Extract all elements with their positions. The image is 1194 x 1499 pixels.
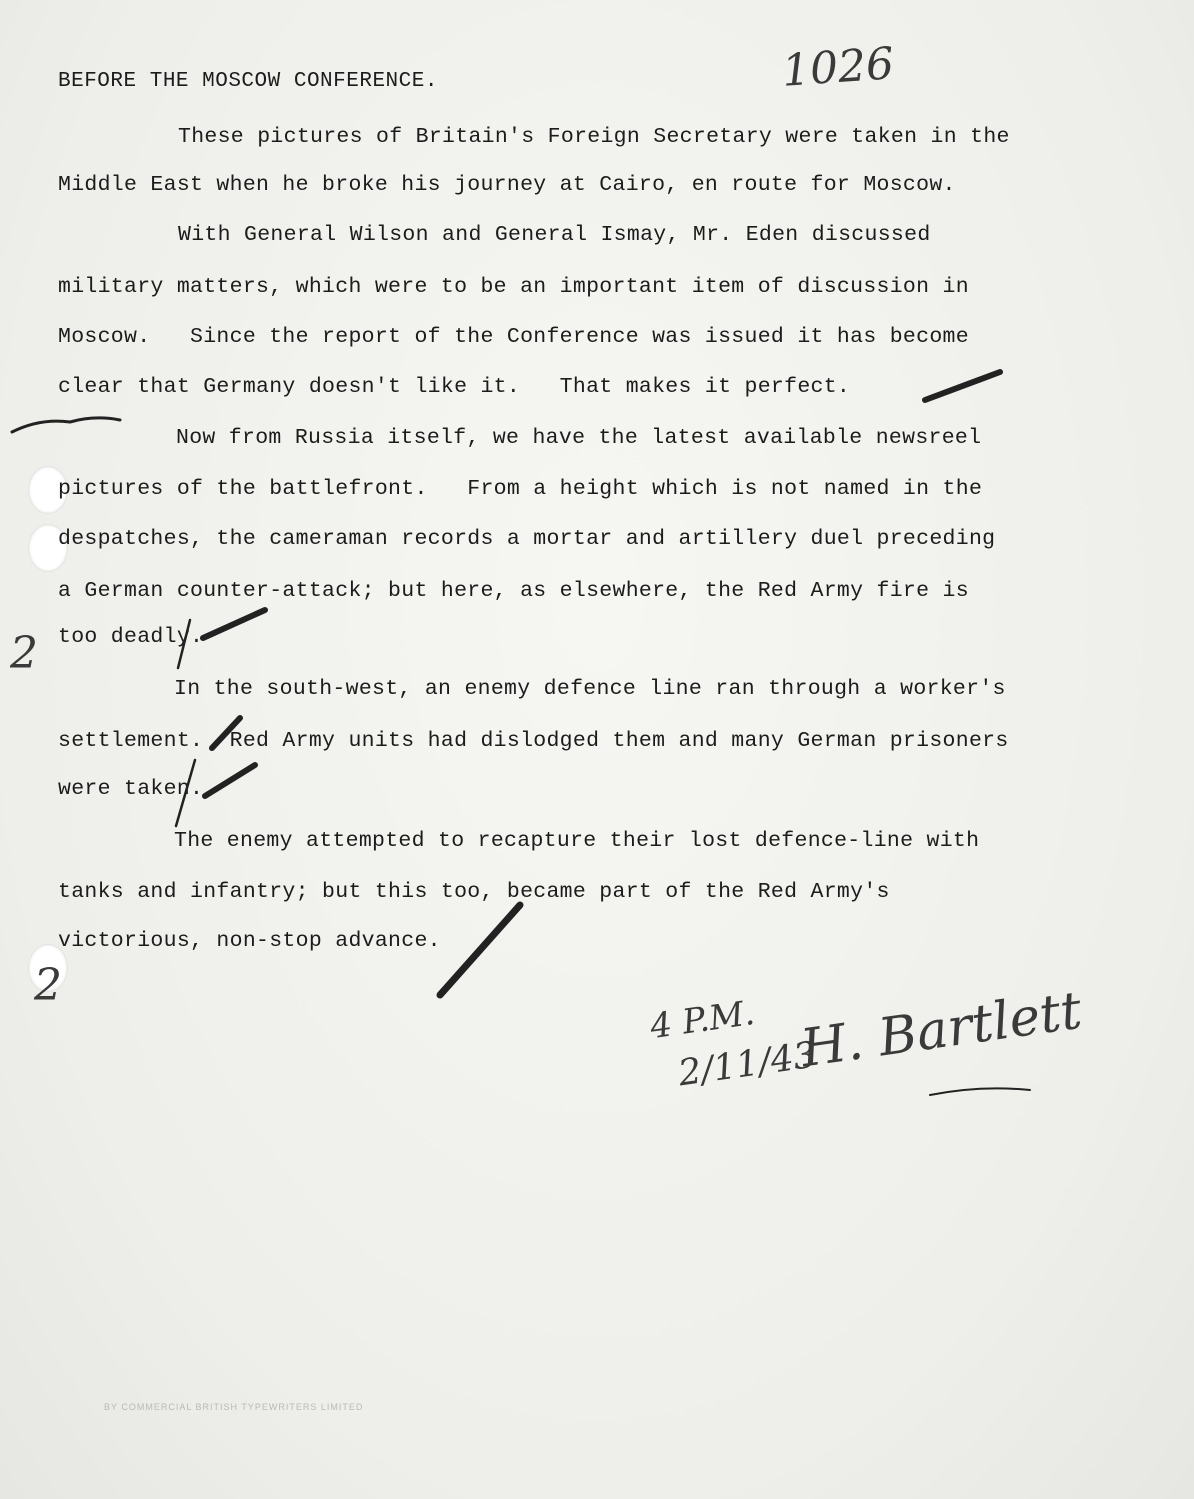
margin-mark: 2 xyxy=(34,960,62,1011)
document-title: BEFORE THE MOSCOW CONFERENCE. xyxy=(58,70,438,93)
text-line: victorious, non-stop advance. xyxy=(58,929,441,953)
text-line: a German counter-attack; but here, as elsewhere, the Red Army fire is xyxy=(58,579,969,603)
folio-number: 1026 xyxy=(780,38,896,97)
text-line: military matters, which were to be an important item of discussion in xyxy=(58,275,969,299)
pencil-stroke xyxy=(930,1088,1030,1095)
pencil-stroke xyxy=(203,610,265,638)
text-line: These pictures of Britain's Foreign Secretary were taken in the xyxy=(178,125,1010,149)
handwritten-time: 4 P.M. xyxy=(647,992,758,1048)
pencil-stroke xyxy=(176,760,195,826)
pencil-stroke xyxy=(212,718,240,748)
handwritten-signature: H. Bartlett xyxy=(797,980,1086,1080)
text-line: despatches, the cameraman records a mortar and artillery duel preceding xyxy=(58,527,996,551)
text-line: Moscow. Since the report of the Conference was issued it has become xyxy=(58,325,969,349)
pencil-stroke xyxy=(12,418,120,432)
text-line: were taken. xyxy=(58,777,204,801)
text-line: The enemy attempted to recapture their lost defence-line with xyxy=(174,829,980,853)
margin-mark: 2 xyxy=(10,628,38,679)
text-line: too deadly. xyxy=(58,625,204,649)
text-line: Middle East when he broke his journey at Cairo, en route for Moscow. xyxy=(58,173,956,197)
footer-stamp: BY COMMERCIAL BRITISH TYPEWRITERS LIMITED xyxy=(104,1402,364,1412)
pencil-stroke xyxy=(205,765,255,796)
pencil-stroke xyxy=(440,905,520,995)
pencil-stroke xyxy=(178,620,190,668)
text-line: tanks and infantry; but this too, became part of the Red Army's xyxy=(58,880,890,904)
text-line: settlement. Red Army units had dislodged them and many German prisoners xyxy=(58,729,1009,753)
handwritten-date: 2/11/43 xyxy=(675,1034,819,1095)
pencil-stroke xyxy=(925,372,1000,400)
text-line: In the south-west, an enemy defence line ran through a worker's xyxy=(174,677,1006,701)
text-line: With General Wilson and General Ismay, Mr. Eden discussed xyxy=(178,223,931,247)
text-line: Now from Russia itself, we have the latest available newsreel xyxy=(176,426,982,450)
text-line: pictures of the battlefront. From a height which is not named in the xyxy=(58,477,983,501)
text-line: clear that Germany doesn't like it. That makes it perfect. xyxy=(58,375,851,399)
